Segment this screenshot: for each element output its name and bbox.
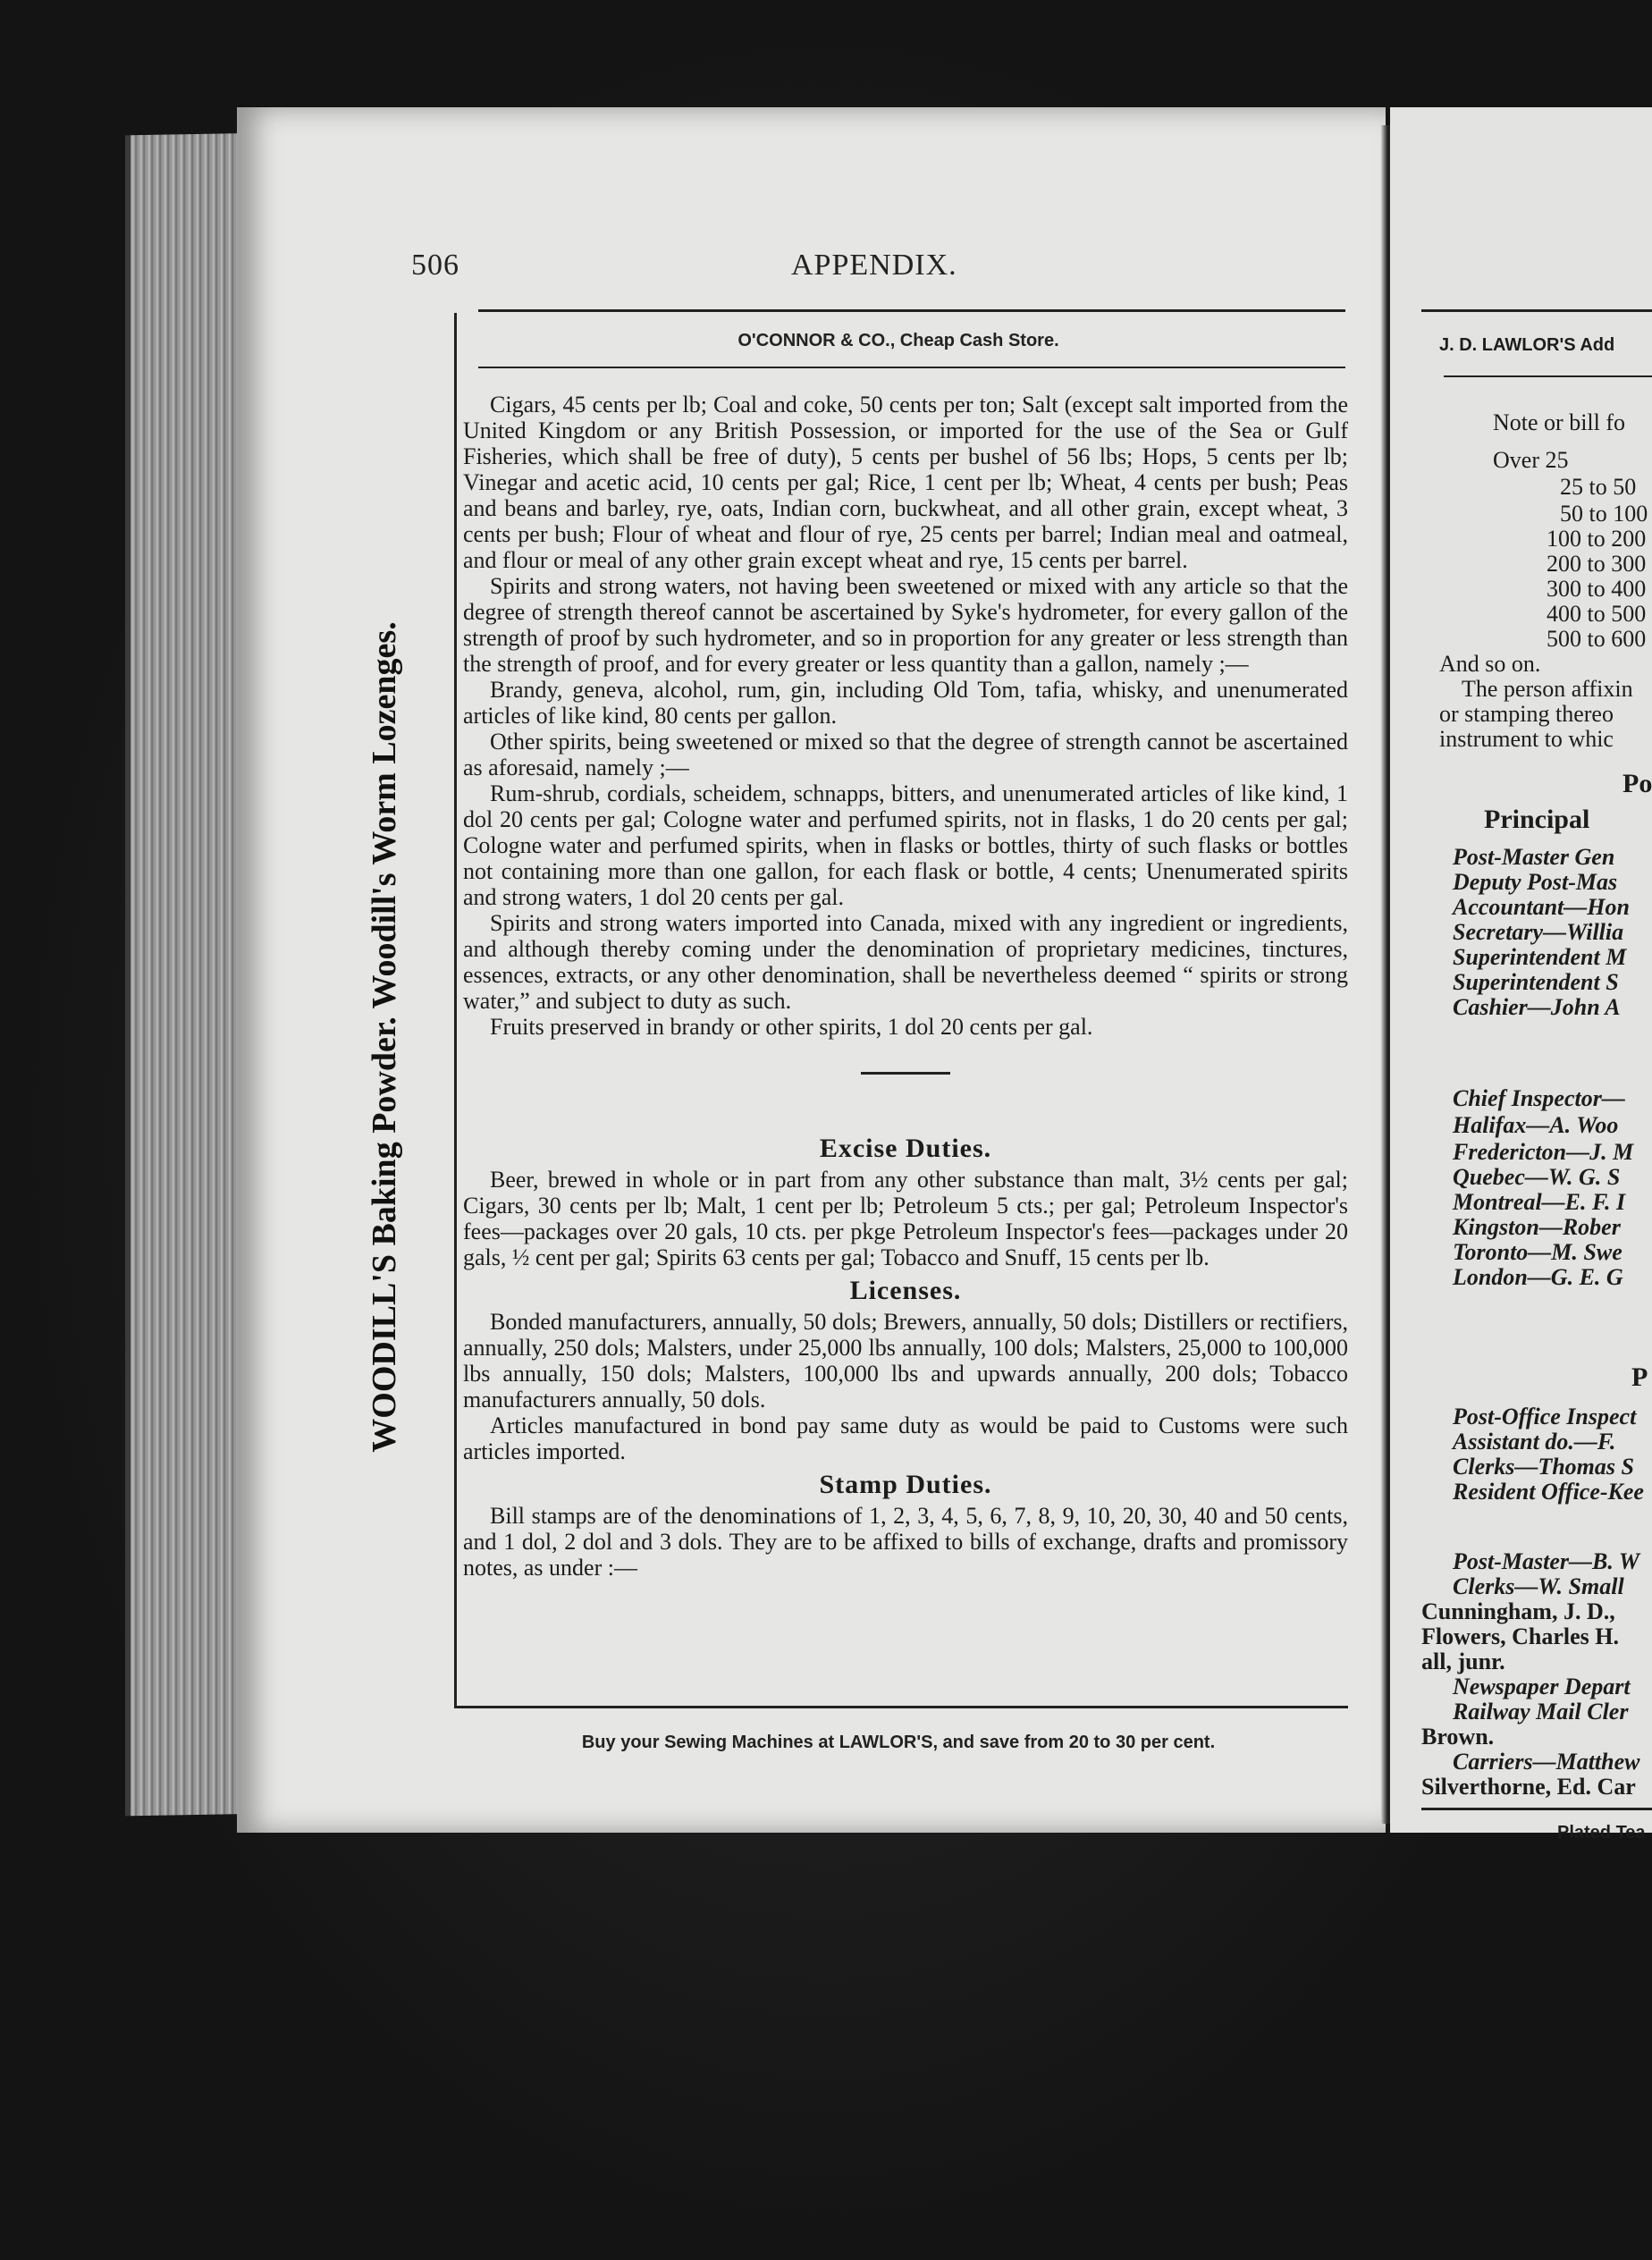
right-line: Post-Master—B. W bbox=[1453, 1548, 1639, 1574]
right-line: Montreal—E. F. I bbox=[1453, 1189, 1626, 1215]
footer-advertisement: Buy your Sewing Machines at LAWLOR'S, and save from 20 to 30 per cent. bbox=[581, 1733, 1216, 1752]
right-section-heading: Principal bbox=[1484, 805, 1590, 834]
customs-paragraph: Rum-shrub, cordials, scheidem, schnapps, bitters, and unenumerated articles of like kind, 1 dol 20 cents per gal; Cologne water and perfumed spirits, not in flasks, 1 do 20 cents per gal; Cologne water and perfumed spirits, when in flasks or bottles, thirty of such flasks or bottles not containing more than one gallon, for each flask or bottle, 4 cents; Unenumerated spirits and strong waters, 1 dol 20 cents per gal. bbox=[463, 780, 1348, 910]
right-line: Chief Inspector— bbox=[1453, 1085, 1625, 1111]
page-title: APPENDIX. bbox=[791, 249, 957, 282]
right-header-top-rule bbox=[1421, 309, 1652, 312]
right-line: 200 to 300 bbox=[1547, 551, 1647, 577]
right-line: Secretary—Willia bbox=[1453, 919, 1624, 945]
right-line: Newspaper Depart bbox=[1453, 1674, 1631, 1699]
right-footer-advertisement: Plated Tea bbox=[1557, 1823, 1646, 1843]
right-line: Flowers, Charles H. bbox=[1421, 1623, 1619, 1649]
right-line: Accountant—Hon bbox=[1453, 894, 1630, 920]
right-line: Assistant do.—F. bbox=[1453, 1429, 1616, 1455]
right-line: Cashier—John A bbox=[1453, 994, 1621, 1020]
right-line: Superintendent M bbox=[1453, 944, 1627, 970]
header-top-rule bbox=[478, 309, 1345, 312]
header-bottom-rule bbox=[478, 367, 1345, 368]
customs-paragraph: Spirits and strong waters imported into Canada, mixed with any ingredient or ingredients, and although thereby coming under the denomination of proprietary medicines, tinctures, essences, extracts, or any other denomination, shall be nevertheless deemed “ spirits or strong water,” and subject to duty as such. bbox=[463, 910, 1348, 1014]
right-line: Deputy Post-Mas bbox=[1453, 869, 1618, 895]
right-line: Resident Office-Kee bbox=[1453, 1479, 1644, 1505]
right-line: Post-Office Inspect bbox=[1453, 1404, 1637, 1429]
right-line: 50 to 100 bbox=[1560, 501, 1648, 527]
right-line: Brown. bbox=[1421, 1724, 1495, 1750]
right-line: Quebec—W. G. S bbox=[1453, 1164, 1621, 1190]
right-line: all, junr. bbox=[1421, 1649, 1505, 1674]
customs-paragraph: Spirits and strong waters, not having been sweetened or mixed with any article so that the degree of strength thereof cannot be ascertained by Syke's hydrometer, for every gallon of the strength of proof by such hydrometer, and so in proportion for any greater or less strength than the strength of proof, and for every greater or less quantity than a gallon, namely ;— bbox=[463, 573, 1348, 677]
right-line: Fredericton—J. M bbox=[1453, 1139, 1634, 1165]
right-line: Clerks—W. Small bbox=[1453, 1573, 1624, 1599]
right-header-advertisement: J. D. LAWLOR'S Add bbox=[1439, 335, 1615, 355]
right-section-heading: P bbox=[1631, 1362, 1648, 1392]
right-line: Superintendent S bbox=[1453, 969, 1619, 995]
right-line: Carriers—Matthew bbox=[1453, 1749, 1640, 1775]
licenses-paragraph: Articles manufactured in bond pay same duty as would be paid to Customs were such articles imported. bbox=[463, 1412, 1348, 1464]
stamp-heading: Stamp Duties. bbox=[819, 1470, 992, 1499]
right-line: Clerks—Thomas S bbox=[1453, 1454, 1634, 1480]
right-header-bottom-rule bbox=[1444, 375, 1652, 377]
customs-paragraph: Cigars, 45 cents per lb; Coal and coke, 50 cents per ton; Salt (except salt imported from the United Kingdom or any British Possession, or imported for the use of the Sea or Gulf Fisheries, which shall be free of duty), 5 cents per bushel of 56 lbs; Hops, 5 cents per lb; Vinegar and acetic acid, 10 cents per gal; Rice, 1 cent per lb; Wheat, 4 cents per bush; Peas and beans and barley, rye, oats, Indian corn, buckwheat, and all other grain, except wheat, 3 cents per bush; Flour of wheat and flour of rye, 25 cents per barrel; Indian meal and oatmeal, and flour or meal of any other grain except wheat and rye, 15 cents per barrel. bbox=[463, 392, 1348, 573]
customs-paragraph: Fruits preserved in brandy or other spirits, 1 dol 20 cents per gal. bbox=[490, 1014, 1093, 1040]
right-line: Kingston—Rober bbox=[1453, 1214, 1621, 1240]
right-line: 300 to 400 bbox=[1547, 576, 1647, 602]
right-line: Silverthorne, Ed. Car bbox=[1421, 1774, 1636, 1800]
customs-paragraph: Other spirits, being sweetened or mixed so that the degree of strength cannot be ascertained as aforesaid, namely ;— bbox=[463, 729, 1348, 780]
right-line: The person affixin bbox=[1462, 676, 1633, 702]
side-advertisement-rule bbox=[454, 313, 457, 1708]
stamp-paragraph: Bill stamps are of the denominations of 1, 2, 3, 4, 5, 6, 7, 8, 9, 10, 20, 30, 40 and 50 cents, and 1 dol, 2 dol and 3 dols. They are to be affixed to bills of exchange, drafts and promissory notes, as under :— bbox=[463, 1503, 1348, 1581]
right-line: 100 to 200 bbox=[1547, 526, 1647, 552]
right-line: London—G. E. G bbox=[1453, 1264, 1623, 1290]
right-line: 400 to 500 bbox=[1547, 601, 1647, 627]
right-line: Over 25 bbox=[1493, 447, 1569, 473]
excise-heading: Excise Duties. bbox=[819, 1134, 992, 1163]
customs-paragraph: Brandy, geneva, alcohol, rum, gin, including Old Tom, tafia, whisky, and unenumerated articles of like kind, 80 cents per gallon. bbox=[463, 677, 1348, 729]
right-line: 25 to 50 bbox=[1560, 474, 1637, 500]
right-line: Cunningham, J. D., bbox=[1421, 1598, 1615, 1624]
right-line: And so on. bbox=[1439, 651, 1541, 677]
header-advertisement: O'CONNOR & CO., Cheap Cash Store. bbox=[738, 331, 1059, 350]
licenses-paragraph: Bonded manufacturers, annually, 50 dols; Brewers, annually, 50 dols; Distillers or rectifiers, annually, 250 dols; Malsters, under 25,000 lbs annually, 100 dols; Malsters, 25,000 to 100,000 lbs annually, 150 dols; Malsters, 100,000 lbs and upwards annually, 200 dols; Tobacco manufacturers annually, 50 dols. bbox=[463, 1309, 1348, 1412]
right-line: Halifax—A. Woo bbox=[1453, 1112, 1619, 1138]
right-footer-rule bbox=[1421, 1808, 1652, 1810]
excise-paragraph: Beer, brewed in whole or in part from any other substance than malt, 3½ cents per gal; Cigars, 30 cents per lb; Malt, 1 cent per lb; Petroleum 5 cts.; per gal; Petroleum Inspector's fees—packages over 20 gals, 10 cts. per pkge Petroleum Inspector's fees—packages under 20 gals, ½ cent per gal; Spirits 63 cents per gal; Tobacco and Snuff, 15 cents per lb. bbox=[463, 1167, 1348, 1270]
footer-top-rule bbox=[454, 1706, 1348, 1708]
right-section-heading: Po bbox=[1622, 769, 1652, 798]
page-number: 506 bbox=[411, 249, 459, 282]
right-line: Post-Master Gen bbox=[1453, 844, 1615, 870]
right-line: Toronto—M. Swe bbox=[1453, 1239, 1622, 1265]
section-divider bbox=[861, 1072, 950, 1075]
right-line: Note or bill fo bbox=[1493, 409, 1626, 435]
licenses-heading: Licenses. bbox=[849, 1276, 962, 1305]
right-line: or stamping thereo bbox=[1439, 701, 1614, 727]
right-line: instrument to whic bbox=[1439, 726, 1614, 752]
side-advertisement: WOODILL'S Baking Powder. Woodill's Worm Lozenges. bbox=[366, 621, 403, 1453]
right-line: 500 to 600 bbox=[1547, 626, 1647, 652]
appendix-body bbox=[463, 392, 1348, 1581]
right-line: Railway Mail Cler bbox=[1453, 1699, 1629, 1725]
